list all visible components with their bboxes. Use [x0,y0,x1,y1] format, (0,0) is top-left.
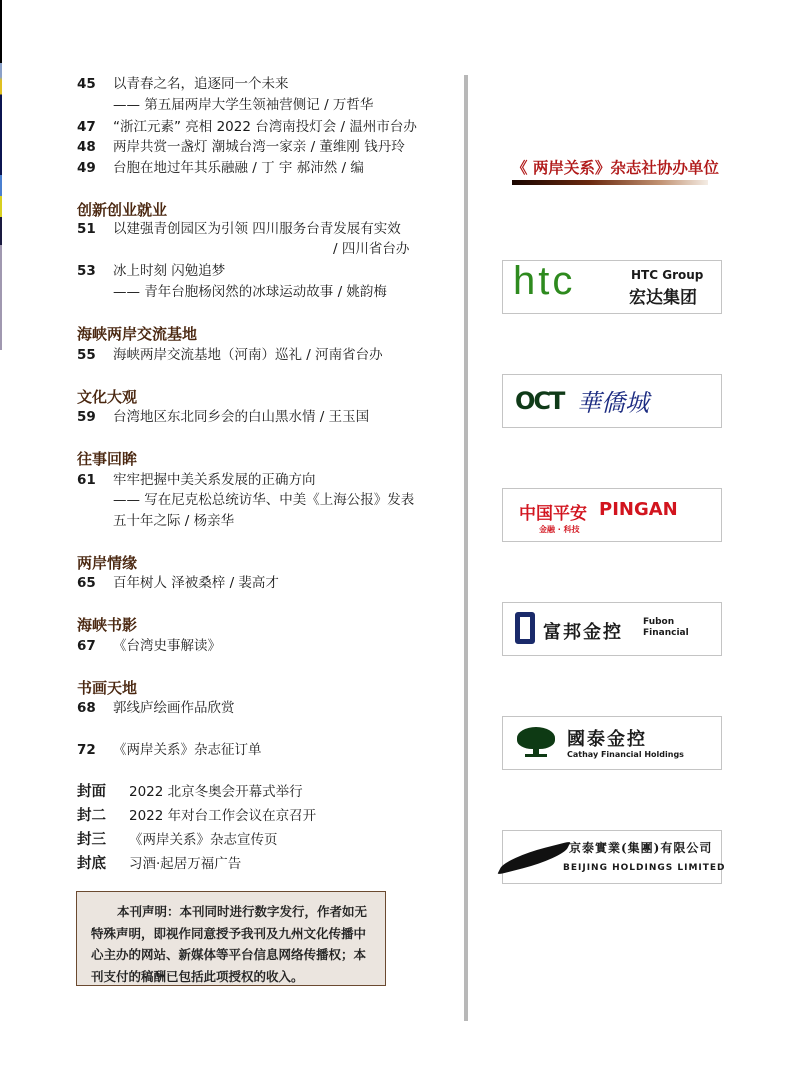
section-heading: 两岸情缘 [77,554,138,572]
entry-title: 百年树人 泽被桑梓 / 裴高才 [113,575,279,591]
entry-title: 冰上时刻 闪勉追梦 [113,263,226,279]
sponsors-title: 《 两岸关系》杂志社协办单位 [512,159,719,177]
page-number: 55 [77,347,96,363]
section-heading: 往事回眸 [77,450,138,468]
page-number: 51 [77,221,96,237]
entry-title: 两岸共赏一盏灯 潮城台湾一家亲 / 董维刚 钱丹玲 [113,139,405,155]
page-number: 67 [77,638,96,654]
brush-mark-icon [497,841,571,875]
page-number: 47 [77,119,96,135]
entry-title: 以建强青创园区为引领 四川服务台青发展有实效 [113,221,401,237]
entry-title: 台湾地区东北同乡会的白山黑水情 / 王玉国 [113,409,370,425]
tree-base-icon [525,754,547,757]
logo-beijing-holdings: 京泰實業(集團)有限公司 BEIJING HOLDINGS LIMITED [502,830,722,884]
logo-htc: htc HTC Group 宏达集团 [502,260,722,314]
entry-title: 牢牢把握中美关系发展的正确方向 [113,472,316,488]
page-number: 48 [77,139,96,155]
logo-pingan: 中国平安 PINGAN 金融 · 科技 [502,488,722,542]
entry-title: 台胞在地过年其乐融融 / 丁 宇 郝沛然 / 编 [113,160,364,176]
cover-label: 封底 [77,856,106,872]
fubon-mark-icon [515,612,535,644]
cover-title: 《两岸关系》杂志宣传页 [129,832,278,848]
title-underline [512,180,708,185]
page-number: 65 [77,575,96,591]
cover-title: 2022 年对台工作会议在京召开 [129,808,317,824]
cover-label: 封三 [77,832,106,848]
cover-label: 封二 [77,808,106,824]
logo-oct: OCT 華僑城 [502,374,722,428]
entry-title: 海峡两岸交流基地（河南）巡礼 / 河南省台办 [113,347,383,363]
section-heading: 文化大观 [77,388,138,406]
entry-title: 郭线庐绘画作品欣赏 [113,700,235,716]
entry-title: 以青春之名，追逐同一个未来 [113,76,289,92]
entry-title: 《两岸关系》杂志征订单 [113,742,262,758]
page-number: 53 [77,263,96,279]
page-number: 49 [77,160,96,176]
logo-cathay: 國泰金控 Cathay Financial Holdings [502,716,722,770]
page-number: 61 [77,472,96,488]
entry-title: 《台湾史事解读》 [113,638,221,654]
page-number: 72 [77,742,96,758]
cover-label: 封面 [77,784,106,800]
section-heading: 海峡书影 [77,616,138,634]
column-divider [464,75,468,1021]
entry-title: “浙江元素” 亮相 2022 台湾南投灯会 / 温州市台办 [113,119,417,135]
page-number: 59 [77,409,96,425]
section-heading: 创新创业就业 [77,201,168,219]
section-heading: 海峡两岸交流基地 [77,325,198,343]
page-number: 68 [77,700,96,716]
page-edge [0,0,2,350]
copyright-notice: 本刊声明：本刊同时进行数字发行，作者如无特殊声明，即视作同意授予我刊及九州文化传播中心主办的网站、新媒体等平台信息网络传播权；本刊支付的稿酬已包括此项授权的收入。 [76,891,386,986]
cover-title: 2022 北京冬奥会开幕式举行 [129,784,303,800]
tree-icon [517,727,555,749]
logo-fubon: 富邦金控 Fubon Financial [502,602,722,656]
cover-title: 习酒·起居万福广告 [129,856,242,872]
section-heading: 书画天地 [77,679,138,697]
page-number: 45 [77,76,96,92]
